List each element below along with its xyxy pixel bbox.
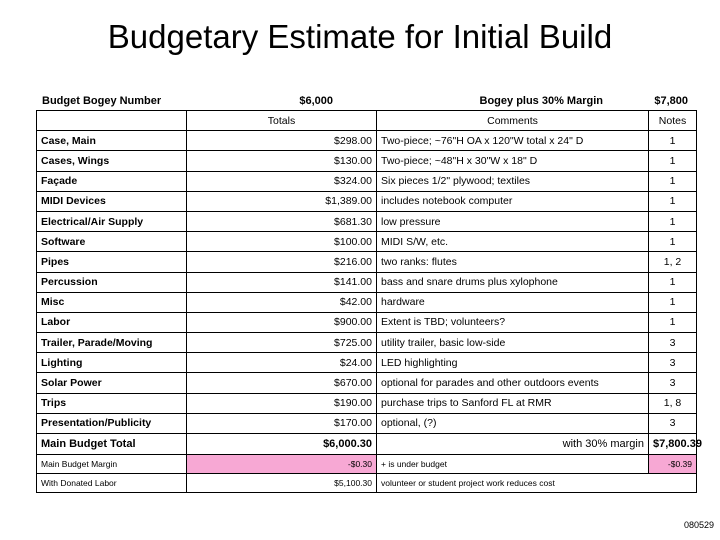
table-row bbox=[37, 171, 697, 191]
category-cell: Solar Power bbox=[37, 373, 187, 393]
notes-cell: 1, 2 bbox=[649, 252, 697, 272]
notes-cell: 1 bbox=[649, 211, 697, 231]
category-cell: Cases, Wings bbox=[37, 151, 187, 171]
table-row bbox=[37, 131, 697, 151]
margin-comment: + is under budget bbox=[377, 455, 649, 474]
amount-cell: $216.00 bbox=[187, 252, 377, 272]
table-row bbox=[37, 373, 697, 393]
table-row bbox=[37, 211, 697, 231]
notes-cell: 1 bbox=[649, 151, 697, 171]
header-notes: Notes bbox=[649, 111, 697, 131]
notes-cell: 3 bbox=[649, 373, 697, 393]
category-cell: Labor bbox=[37, 312, 187, 332]
category-cell: Pipes bbox=[37, 252, 187, 272]
category-cell: Percussion bbox=[37, 272, 187, 292]
category-cell: Façade bbox=[37, 171, 187, 191]
notes-cell: 1, 8 bbox=[649, 393, 697, 413]
category-cell: Trips bbox=[37, 393, 187, 413]
amount-cell: $170.00 bbox=[187, 413, 377, 433]
header-comments: Comments bbox=[377, 111, 649, 131]
margin-amount: -$0.30 bbox=[187, 455, 377, 474]
margin-label: Main Budget Margin bbox=[37, 455, 187, 474]
category-cell: Software bbox=[37, 232, 187, 252]
notes-cell: 1 bbox=[649, 292, 697, 312]
page-title: Budgetary Estimate for Initial Build bbox=[107, 18, 613, 55]
budget-table bbox=[36, 110, 702, 493]
total-row bbox=[37, 434, 697, 455]
comment-cell: hardware bbox=[377, 292, 649, 312]
amount-cell: $725.00 bbox=[187, 333, 377, 353]
table-row bbox=[37, 292, 697, 312]
table-row bbox=[37, 333, 697, 353]
category-cell: Lighting bbox=[37, 353, 187, 373]
amount-cell: $130.00 bbox=[187, 151, 377, 171]
donated-label: With Donated Labor bbox=[37, 474, 187, 493]
category-cell: MIDI Devices bbox=[37, 191, 187, 211]
amount-cell: $681.30 bbox=[187, 211, 377, 231]
header-totals: Totals bbox=[187, 111, 377, 131]
notes-cell: 1 bbox=[649, 272, 697, 292]
category-cell: Trailer, Parade/Moving bbox=[37, 333, 187, 353]
total-margin-amount: $7,800.39 bbox=[649, 434, 697, 455]
category-cell: Misc bbox=[37, 292, 187, 312]
comment-cell: two ranks: flutes bbox=[377, 252, 649, 272]
amount-cell: $24.00 bbox=[187, 353, 377, 373]
comment-cell: Extent is TBD; volunteers? bbox=[377, 312, 649, 332]
bogey-margin-amount: $7,800 bbox=[654, 95, 688, 107]
notes-cell: 3 bbox=[649, 353, 697, 373]
table-row bbox=[37, 151, 697, 171]
total-margin-label: with 30% margin bbox=[377, 434, 649, 455]
notes-cell: 1 bbox=[649, 232, 697, 252]
header-blank bbox=[37, 111, 187, 131]
comment-cell: bass and snare drums plus xylophone bbox=[377, 272, 649, 292]
notes-cell: 1 bbox=[649, 312, 697, 332]
donated-row bbox=[37, 474, 697, 493]
amount-cell: $1,389.00 bbox=[187, 191, 377, 211]
amount-cell: $900.00 bbox=[187, 312, 377, 332]
bogey-margin-label: Bogey plus 30% Margin bbox=[479, 95, 603, 107]
comment-cell: LED highlighting bbox=[377, 353, 649, 373]
margin-row bbox=[37, 455, 697, 474]
comment-cell: utility trailer, basic low-side bbox=[377, 333, 649, 353]
donated-amount: $5,100.30 bbox=[187, 474, 377, 493]
amount-cell: $670.00 bbox=[187, 373, 377, 393]
total-label: Main Budget Total bbox=[37, 434, 187, 455]
bogey-amount: $6,000 bbox=[299, 95, 333, 107]
amount-cell: $324.00 bbox=[187, 171, 377, 191]
notes-cell: 3 bbox=[649, 413, 697, 433]
amount-cell: $42.00 bbox=[187, 292, 377, 312]
total-amount: $6,000.30 bbox=[187, 434, 377, 455]
comment-cell: MIDI S/W, etc. bbox=[377, 232, 649, 252]
notes-cell: 1 bbox=[649, 191, 697, 211]
comment-cell: optional, (?) bbox=[377, 413, 649, 433]
donated-comment: volunteer or student project work reduces cost bbox=[377, 474, 697, 493]
comment-cell: Six pieces 1/2" plywood; textiles bbox=[377, 171, 649, 191]
amount-cell: $141.00 bbox=[187, 272, 377, 292]
amount-cell: $100.00 bbox=[187, 232, 377, 252]
notes-cell: 1 bbox=[649, 131, 697, 151]
table-row bbox=[37, 393, 697, 413]
table-row bbox=[37, 312, 697, 332]
table-row bbox=[37, 413, 697, 433]
bogey-label: Budget Bogey Number bbox=[42, 95, 162, 107]
table-row bbox=[37, 272, 697, 292]
category-cell: Electrical/Air Supply bbox=[37, 211, 187, 231]
comment-cell: Two-piece; ~48"H x 30"W x 18" D bbox=[377, 151, 649, 171]
table-row bbox=[37, 252, 697, 272]
comment-cell: low pressure bbox=[377, 211, 649, 231]
notes-cell: 3 bbox=[649, 333, 697, 353]
category-cell: Presentation/Publicity bbox=[37, 413, 187, 433]
footer-code: 080529 bbox=[683, 520, 714, 530]
comment-cell: purchase trips to Sanford FL at RMR bbox=[377, 393, 649, 413]
table-header-row bbox=[37, 111, 697, 131]
comment-cell: Two-piece; ~76"H OA x 120"W total x 24" D bbox=[377, 131, 649, 151]
comment-cell: optional for parades and other outdoors events bbox=[377, 373, 649, 393]
table-row bbox=[37, 353, 697, 373]
amount-cell: $190.00 bbox=[187, 393, 377, 413]
notes-cell: 1 bbox=[649, 171, 697, 191]
category-cell: Case, Main bbox=[37, 131, 187, 151]
table-row bbox=[37, 232, 697, 252]
comment-cell: includes notebook computer bbox=[377, 191, 649, 211]
amount-cell: $298.00 bbox=[187, 131, 377, 151]
table-row bbox=[37, 191, 697, 211]
margin-notes: -$0.39 bbox=[649, 455, 697, 474]
